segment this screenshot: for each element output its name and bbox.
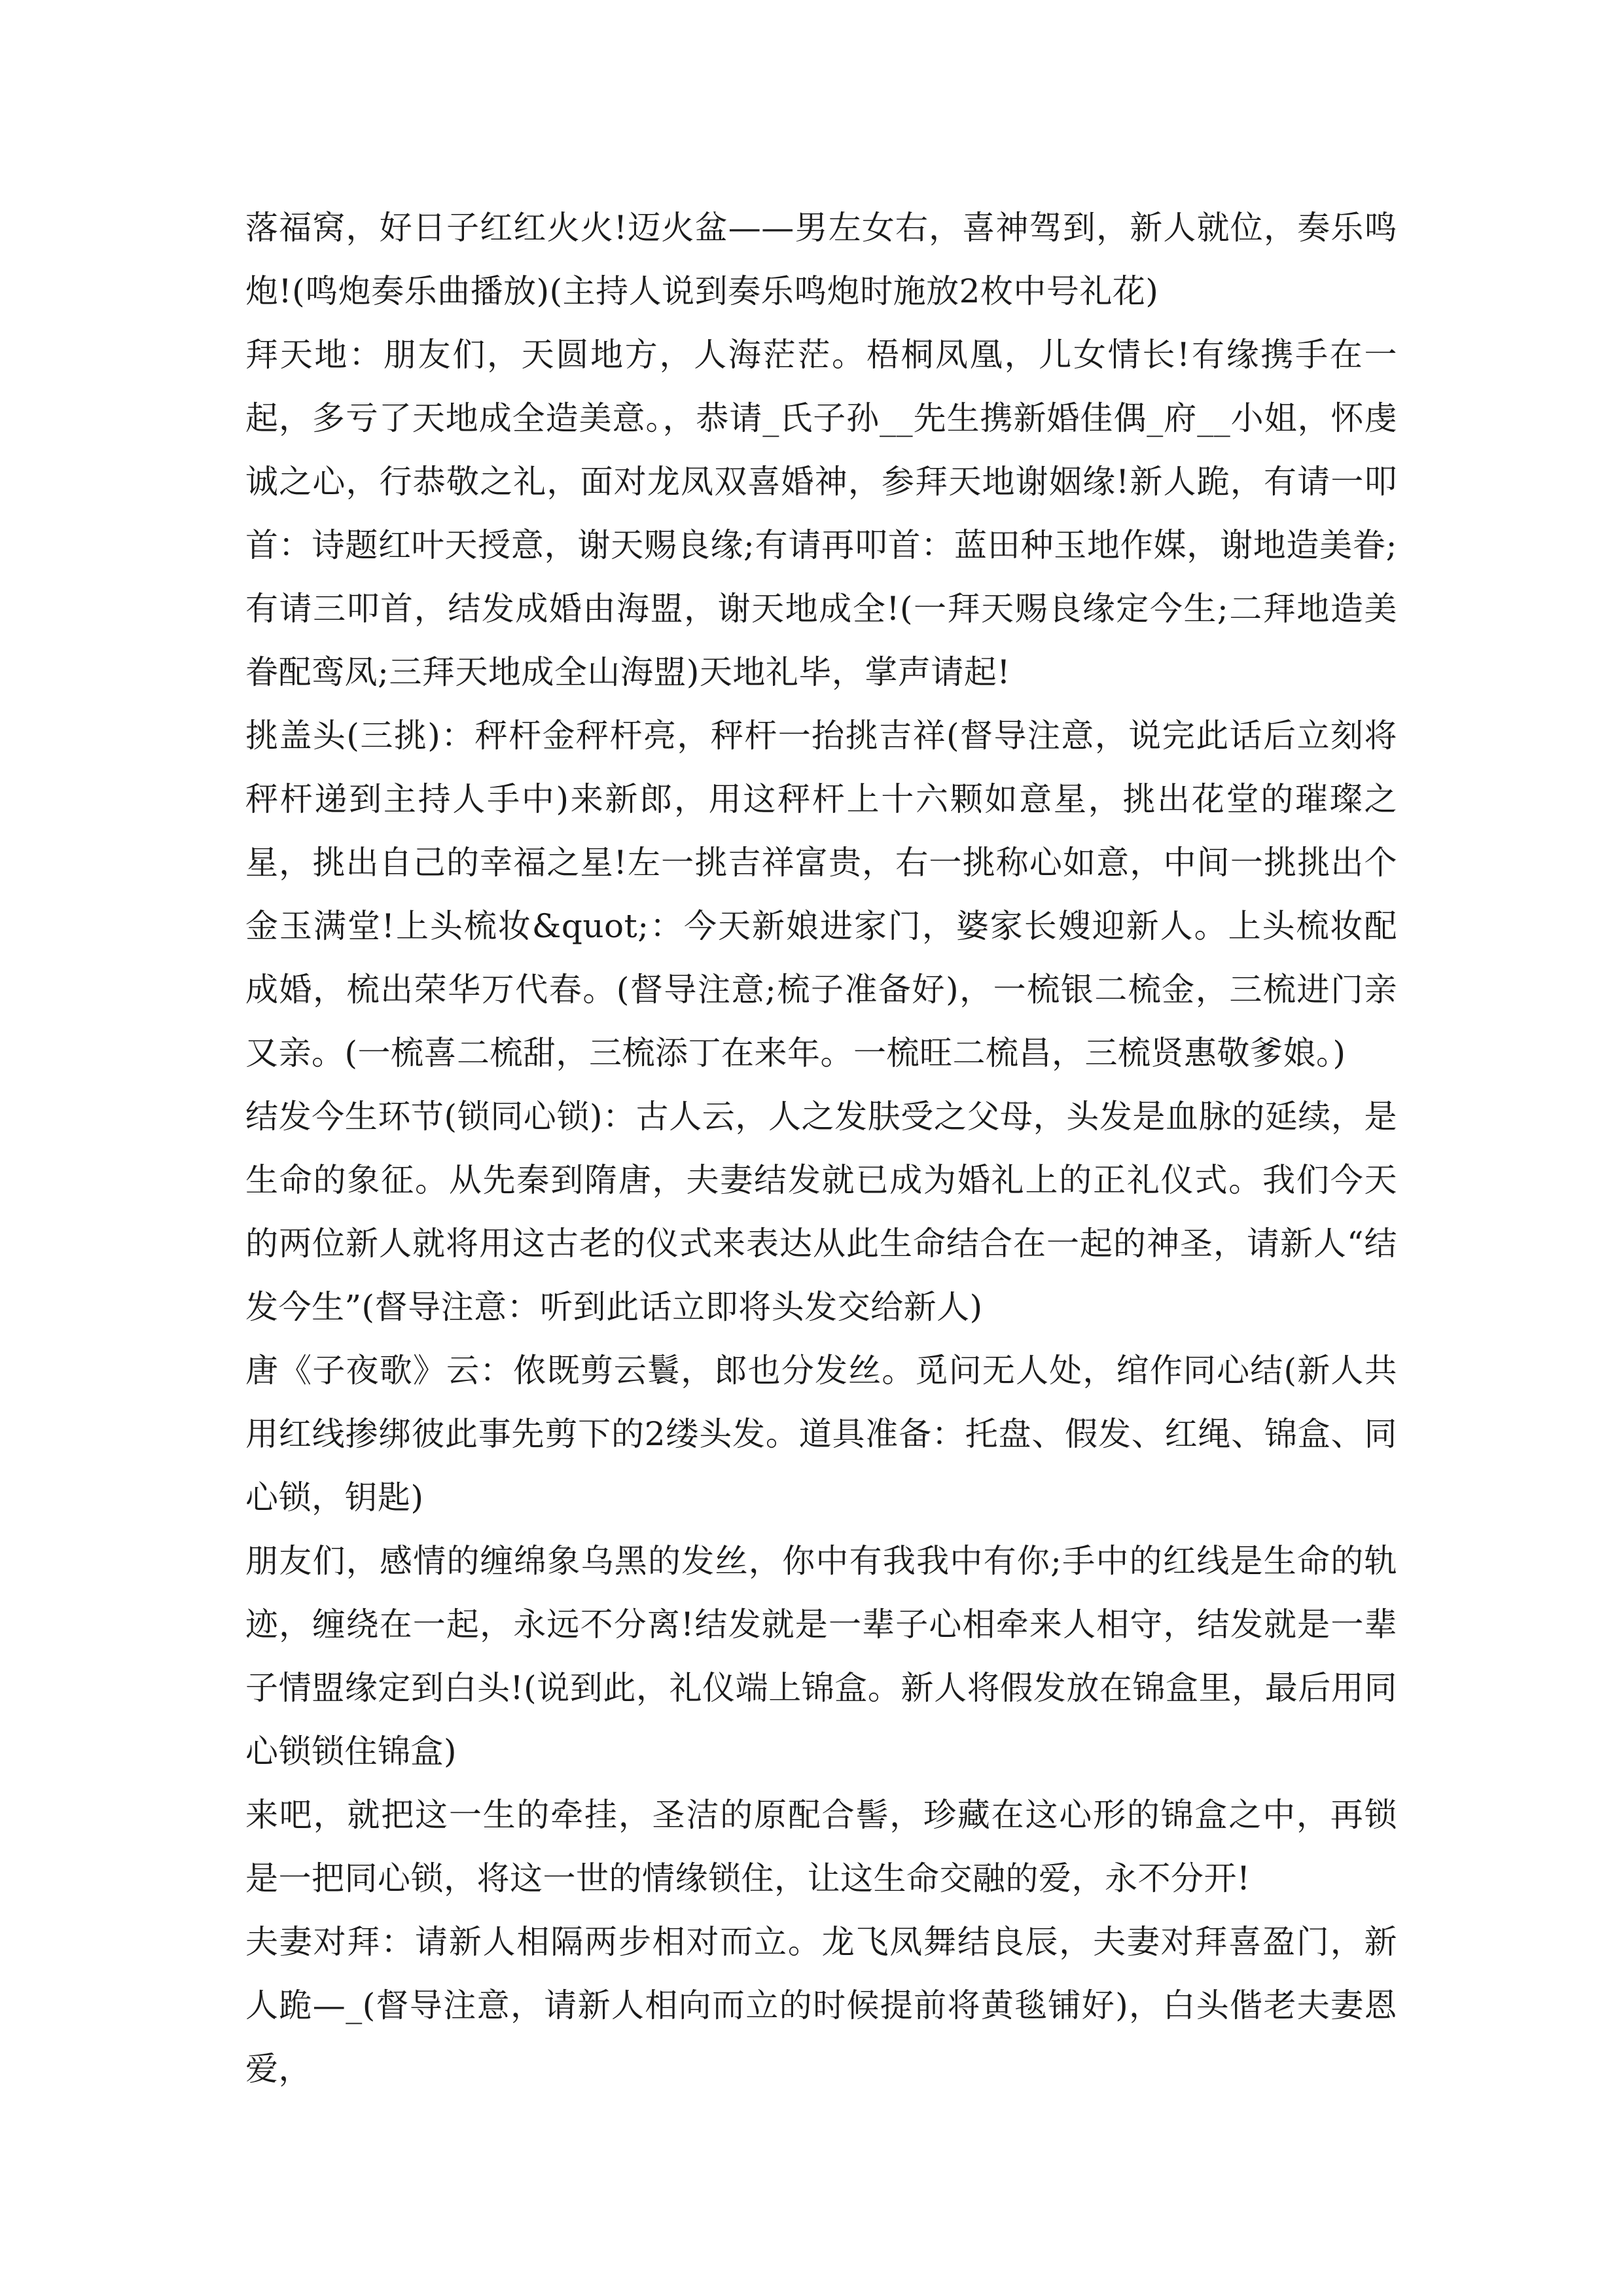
- paragraph-lock-box: 来吧，就把这一生的牵挂，圣洁的原配合髻，珍藏在这心形的锦盒之中，再锁是一把同心锁，将这一世的情缘锁住，让这生命交融的爱，永不分开!: [245, 1796, 1397, 1897]
- paragraph-couple-bow: 夫妻对拜：请新人相隔两步相对而立。龙飞凤舞结良辰，夫妻对拜喜盈门，新人跪—_(督导注意，请新人相向而立的时候提前将黄毯铺好)，白头偕老夫妻恩爱，: [245, 1923, 1397, 2088]
- document-body: [245, 196, 1397, 2101]
- paragraph-red-thread: 朋友们，感情的缠绵象乌黑的发丝，你中有我我中有你;手中的红线是生命的轨迹，缠绕在一起，永远不分离!结发就是一辈子心相牵来人相守，结发就是一辈子情盟缘定到白头!(说到此，礼仪端上锦盒。新人将假发放在锦盒里，最后用同心锁锁住锦盒): [245, 1542, 1397, 1770]
- paragraph-tie-hair: 结发今生环节(锁同心锁)：古人云，人之发肤受之父母，头发是血脉的延续，是生命的象征。从先秦到隋唐，夫妻结发就已成为婚礼上的正礼仪式。我们今天的两位新人就将用这古老的仪式来表达从此生命结合在一起的神圣，请新人“结发今生”(督导注意：听到此话立即将头发交给新人): [245, 1098, 1397, 1326]
- paragraph-lift-veil: 挑盖头(三挑)：秤杆金秤杆亮，秤杆一抬挑吉祥(督导注意，说完此话后立刻将秤杆递到主持人手中)来新郎，用这秤杆上十六颗如意星，挑出花堂的璀璨之星，挑出自己的幸福之星!左一挑吉祥富贵，右一挑称心如意，中间一挑挑出个金玉满堂!上头梳妆&quot;：今天新娘进家门，婆家长嫂迎新人。上头梳妆配成婚，梳出荣华万代春。(督导注意;梳子准备好)，一梳银二梳金，三梳进门亲又亲。(一梳喜二梳甜，三梳添丁在来年。一梳旺二梳昌，三梳贤惠敬爹娘。): [245, 717, 1397, 1072]
- paragraph-worship-heaven-earth: 拜天地：朋友们，天圆地方，人海茫茫。梧桐凤凰，儿女情长!有缘携手在一起，多亏了天地成全造美意。，恭请_氏子孙__先生携新婚佳偶_府__小姐，怀虔诚之心，行恭敬之礼，面对龙凤双喜婚神，参拜天地谢姻缘!新人跪，有请一叩首：诗题红叶天授意，谢天赐良缘;有请再叩首：蓝田种玉地作媒，谢地造美眷;有请三叩首，结发成婚由海盟，谢天地成全!(一拜天赐良缘定今生;二拜地造美眷配鸾凤;三拜天地成全山海盟)天地礼毕，掌声请起!: [245, 336, 1397, 691]
- paragraph-midnight-song: 唐《子夜歌》云：侬既剪云鬟，郎也分发丝。觅问无人处，绾作同心结(新人共用红线掺绑彼此事先剪下的2缕头发。道具准备：托盘、假发、红绳、锦盒、同心锁，钥匙): [245, 1352, 1397, 1516]
- paragraph-fire-basin: 落福窝，好日子红红火火!迈火盆——男左女右，喜神驾到，新人就位，奏乐鸣炮!(鸣炮奏乐曲播放)(主持人说到奏乐鸣炮时施放2枚中号礼花): [245, 209, 1397, 310]
